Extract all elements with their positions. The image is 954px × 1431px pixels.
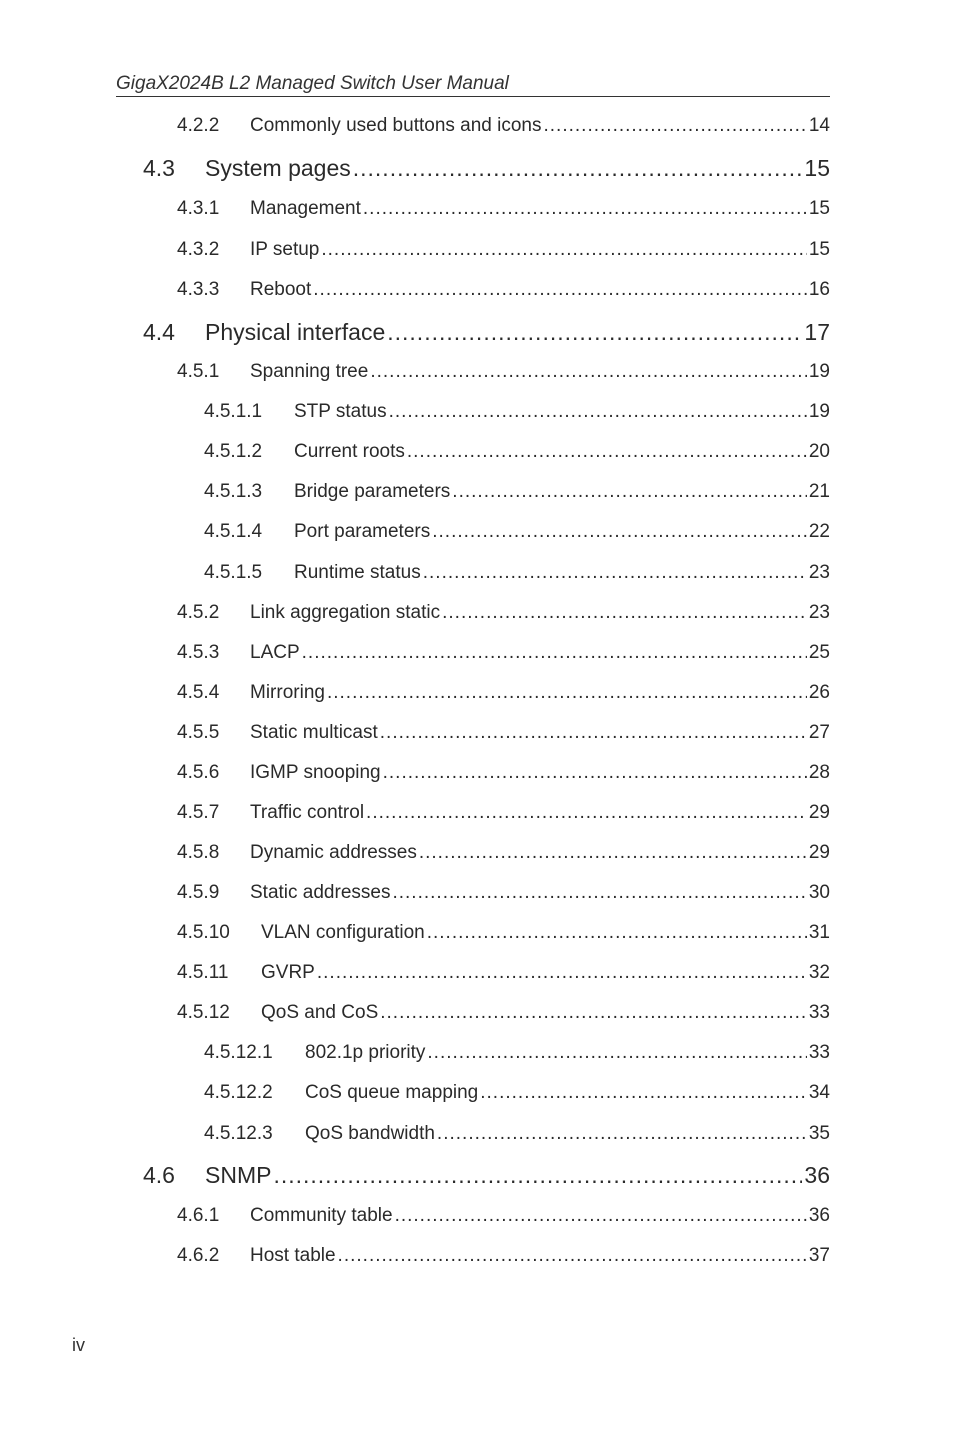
toc-entry-number: 4.5.3	[177, 642, 220, 663]
toc-entry[interactable]	[204, 520, 830, 544]
toc-entry-page: 33	[808, 1002, 830, 1023]
toc-entry-number: 4.4	[143, 319, 175, 345]
toc-dot-leader	[370, 360, 807, 384]
toc-dot-leader	[389, 400, 807, 424]
toc-entry-title: Static addresses	[250, 882, 391, 903]
toc-entry-title: Runtime status	[294, 562, 421, 583]
toc-entry-number: 4.5.1.3	[204, 481, 263, 502]
toc-dot-leader	[273, 1161, 802, 1189]
toc-entry-number: 4.5.10	[177, 922, 230, 943]
toc-entry[interactable]	[204, 1081, 830, 1105]
toc-entry-number: 4.5.1.4	[204, 521, 263, 542]
toc-dot-leader	[442, 601, 807, 625]
toc-entry-page: 37	[808, 1245, 830, 1266]
toc-entry-page: 23	[808, 562, 830, 583]
toc-dot-leader	[452, 480, 807, 504]
toc-entry[interactable]	[177, 881, 830, 905]
toc-entry-number: 4.5.8	[177, 842, 220, 863]
toc-entry[interactable]	[177, 1204, 830, 1228]
toc-entry-title: Dynamic addresses	[250, 842, 417, 863]
toc-entry-title: QoS and CoS	[261, 1002, 379, 1023]
toc-dot-leader	[395, 1204, 807, 1228]
toc-entry[interactable]	[177, 278, 830, 302]
toc-entry[interactable]	[143, 154, 830, 182]
toc-entry-page: 21	[808, 481, 830, 502]
toc-entry-number: 4.5.1.1	[204, 401, 263, 422]
toc-entry-number: 4.5.7	[177, 802, 220, 823]
toc-dot-leader	[544, 114, 807, 138]
toc-entry-page: 16	[808, 279, 830, 300]
toc-entry-number: 4.5.12.2	[204, 1082, 273, 1103]
toc-entry-page: 15	[808, 239, 830, 260]
toc-entry[interactable]	[204, 480, 830, 504]
toc-dot-leader	[432, 520, 807, 544]
toc-entry-page: 19	[808, 361, 830, 382]
toc-dot-leader	[363, 197, 807, 221]
toc-entry-title: Link aggregation static	[250, 602, 441, 623]
toc-entry-title: QoS bandwidth	[305, 1123, 435, 1144]
toc-entry-title: LACP	[250, 642, 300, 663]
toc-entry-title: STP status	[294, 401, 387, 422]
toc-entry-title: Spanning tree	[250, 361, 369, 382]
toc-dot-leader	[353, 154, 803, 182]
toc-dot-leader	[427, 921, 807, 945]
toc-entry-title: Current roots	[294, 441, 405, 462]
toc-dot-leader	[327, 681, 807, 705]
toc-entry[interactable]	[177, 601, 830, 625]
toc-entry-number: 4.6.1	[177, 1205, 220, 1226]
toc-dot-leader	[366, 801, 807, 825]
toc-entry-title: Physical interface	[205, 319, 386, 345]
toc-entry-number: 4.5.5	[177, 722, 220, 743]
toc-entry-title: Commonly used buttons and icons	[250, 115, 542, 136]
toc-dot-leader	[380, 721, 807, 745]
toc-dot-leader	[302, 641, 807, 665]
toc-entry-number: 4.5.1.5	[204, 562, 263, 583]
toc-entry[interactable]	[204, 440, 830, 464]
toc-entry-page: 17	[804, 319, 830, 345]
toc-entry-title: Reboot	[250, 279, 312, 300]
toc-entry[interactable]	[204, 1041, 830, 1065]
toc-dot-leader	[383, 761, 807, 785]
toc-dot-leader	[387, 318, 802, 346]
toc-entry-number: 4.5.1.2	[204, 441, 263, 462]
toc-entry-page: 26	[808, 682, 830, 703]
toc-entry-number: 4.3.2	[177, 239, 220, 260]
toc-dot-leader	[313, 278, 807, 302]
toc-entry[interactable]	[177, 721, 830, 745]
toc-entry-title: Bridge parameters	[294, 481, 451, 502]
toc-entry-page: 35	[808, 1123, 830, 1144]
toc-entry-page: 33	[808, 1042, 830, 1063]
toc-entry-page: 23	[808, 602, 830, 623]
toc-dot-leader	[423, 561, 807, 585]
toc-entry[interactable]	[177, 641, 830, 665]
toc-entry-title: Mirroring	[250, 682, 325, 703]
toc-entry[interactable]	[177, 921, 830, 945]
toc-entry-page: 36	[808, 1205, 830, 1226]
toc-entry[interactable]	[204, 1122, 830, 1146]
toc-entry-page: 32	[808, 962, 830, 983]
toc-entry-number: 4.5.1	[177, 361, 220, 382]
toc-entry-page: 30	[808, 882, 830, 903]
toc-entry-title: SNMP	[205, 1162, 272, 1188]
toc-entry[interactable]	[204, 400, 830, 424]
toc-entry-title: Management	[250, 198, 361, 219]
toc-entry-title: IGMP snooping	[250, 762, 381, 783]
toc-entry-page: 20	[808, 441, 830, 462]
toc-entry-page: 15	[808, 198, 830, 219]
toc-entry-page: 29	[808, 842, 830, 863]
page-number: iv	[72, 1335, 85, 1355]
toc-entry-page: 15	[804, 155, 830, 181]
toc-entry-number: 4.5.12.1	[204, 1042, 273, 1063]
toc-entry[interactable]	[177, 1001, 830, 1025]
toc-entry-number: 4.3.3	[177, 279, 220, 300]
toc-entry-number: 4.2.2	[177, 115, 220, 136]
toc-dot-leader	[437, 1122, 807, 1146]
toc-dot-leader	[380, 1001, 807, 1025]
toc-entry-number: 4.5.9	[177, 882, 220, 903]
toc-entry-page: 19	[808, 401, 830, 422]
toc-entry[interactable]	[177, 1244, 830, 1268]
toc-entry-page: 29	[808, 802, 830, 823]
toc-entry[interactable]	[177, 238, 830, 262]
toc-entry-number: 4.5.12.3	[204, 1123, 273, 1144]
toc-entry-number: 4.6	[143, 1162, 175, 1188]
toc-entry-page: 14	[808, 115, 830, 136]
toc-entry[interactable]	[177, 197, 830, 221]
toc-entry[interactable]	[143, 1161, 830, 1189]
toc-entry-title: Port parameters	[294, 521, 431, 542]
toc-entry[interactable]	[177, 360, 830, 384]
toc-entry-title: 802.1p priority	[305, 1042, 426, 1063]
toc-entry[interactable]	[177, 681, 830, 705]
toc-entry-title: IP setup	[250, 239, 320, 260]
toc-entry-title: Host table	[250, 1245, 336, 1266]
toc-dot-leader	[338, 1244, 807, 1268]
toc-entry-number: 4.5.4	[177, 682, 220, 703]
toc-dot-leader	[419, 841, 807, 865]
toc-entry[interactable]	[177, 761, 830, 785]
toc-entry[interactable]	[177, 841, 830, 865]
toc-entry-number: 4.3	[143, 155, 175, 181]
toc-dot-leader	[321, 238, 806, 262]
toc-entry-title: Traffic control	[250, 802, 365, 823]
running-header: GigaX2024B L2 Managed Switch User Manual	[116, 72, 830, 97]
toc-entry-title: VLAN configuration	[261, 922, 425, 943]
toc-entry-page: 36	[804, 1162, 830, 1188]
toc-entry-page: 31	[808, 922, 830, 943]
toc-entry[interactable]	[177, 961, 830, 985]
toc-entry-number: 4.3.1	[177, 198, 220, 219]
toc-entry-number: 4.5.12	[177, 1002, 230, 1023]
toc-entry-page: 25	[808, 642, 830, 663]
toc-entry[interactable]	[204, 561, 830, 585]
toc-entry-title: System pages	[205, 155, 351, 181]
toc-dot-leader	[392, 881, 806, 905]
toc-entry-title: GVRP	[261, 962, 315, 983]
toc-dot-leader	[480, 1081, 807, 1105]
toc-entry-page: 27	[808, 722, 830, 743]
toc-entry-page: 34	[808, 1082, 830, 1103]
toc-entry[interactable]	[177, 114, 830, 138]
toc-entry[interactable]	[143, 318, 830, 346]
toc-entry-number: 4.5.11	[177, 962, 229, 983]
toc-dot-leader	[427, 1041, 806, 1065]
toc-entry-title: Community table	[250, 1205, 393, 1226]
toc-dot-leader	[317, 961, 807, 985]
toc-entry-number: 4.5.2	[177, 602, 220, 623]
toc-entry[interactable]	[177, 801, 830, 825]
toc-entry-title: Static multicast	[250, 722, 378, 743]
toc-entry-number: 4.5.6	[177, 762, 220, 783]
toc-entry-title: CoS queue mapping	[305, 1082, 479, 1103]
toc-entry-page: 22	[808, 521, 830, 542]
toc-entry-number: 4.6.2	[177, 1245, 220, 1266]
toc-dot-leader	[407, 440, 807, 464]
toc-entry-page: 28	[808, 762, 830, 783]
